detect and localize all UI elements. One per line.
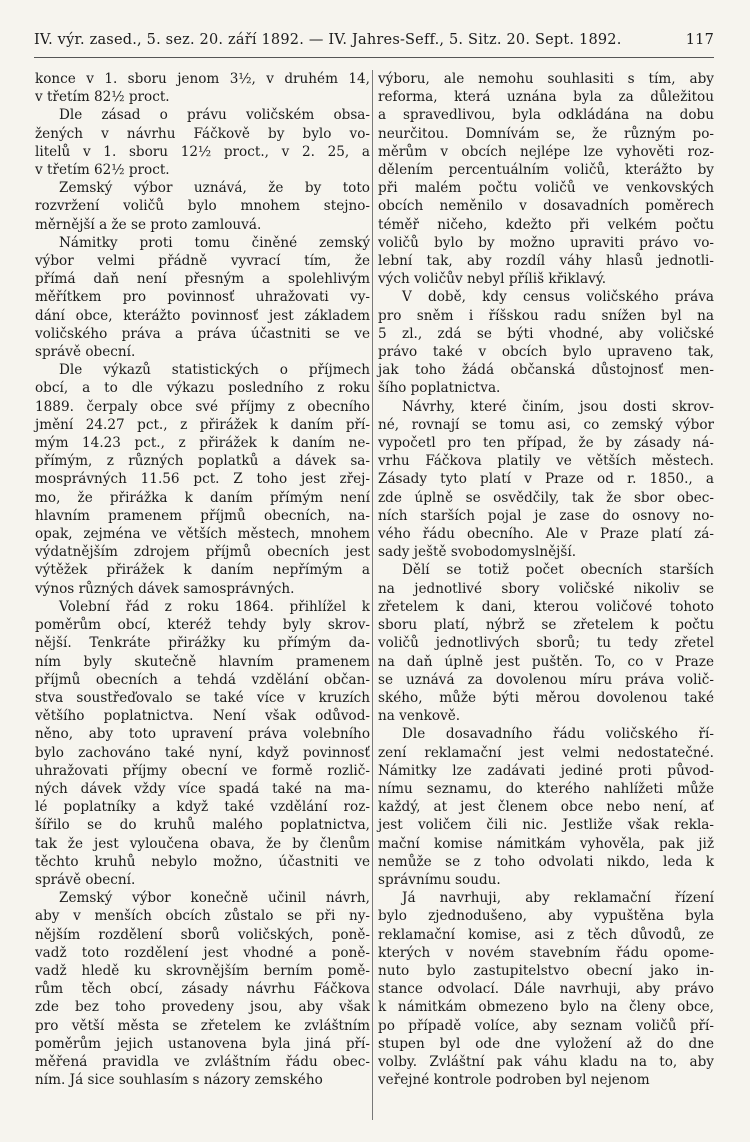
- text-line: šího poplatnictva.: [378, 380, 501, 397]
- paragraph: [378, 889, 714, 1089]
- text-line: tak že jest vyloučena obava, že by členům: [35, 835, 370, 852]
- text-line: správnímu soudu.: [378, 871, 501, 888]
- page-number: 117: [685, 32, 714, 48]
- text-line: zde úplně se osvědčily, tak že sbor obec-: [378, 489, 714, 506]
- text-line: Já navrhuji, aby reklamační řízení: [402, 890, 714, 907]
- text-line: na venkově.: [378, 708, 461, 725]
- text-line: po případě volíce, aby seznam voličů pří-: [378, 1017, 714, 1034]
- text-line: něno, aby toto upravení práva volebního: [35, 726, 370, 743]
- text-line: poměrům obcí, kteréž tehdy byly skrov-: [35, 617, 370, 634]
- text-line: v třetím 62½ proct.: [35, 162, 170, 179]
- text-line: v třetím 82½ proct.: [35, 89, 170, 106]
- paragraph: [35, 70, 370, 106]
- text-line: Zemský výbor konečně učinil návrh,: [59, 890, 370, 907]
- text-line: měrům v obcích nejlépe lze vyhověti roz-: [378, 143, 714, 160]
- text-line: měřítkem pro povinnosť uhražovati vy-: [35, 289, 370, 306]
- text-line: ných dávek vždy více spadá také na ma-: [35, 780, 370, 797]
- text-line: vadž hledě ku skrovnějším berním pomě-: [35, 962, 370, 979]
- text-line: zení reklamační jest velmi nedostatečné.: [378, 744, 714, 761]
- text-line: pro sněm i říšskou radu snížen byl na: [378, 307, 714, 324]
- text-line: vých voličův nebyl příliš křiklavý.: [378, 271, 607, 288]
- text-line: na daň úplně jest puštěn. To, co v Praze: [378, 653, 714, 670]
- paragraph: [378, 70, 714, 288]
- text-line: každý, at jest členem obce nebo není, ať: [378, 799, 714, 816]
- text-line: voličů bylo by možno upraviti právo vo-: [378, 234, 714, 251]
- text-line: volby. Zvláštní pak váhu kladu na to, aby: [378, 1053, 714, 1070]
- text-line: stva soustřeďovalo se také více v kruzích: [35, 689, 370, 706]
- paragraph: [35, 598, 370, 889]
- text-line: V době, kdy census voličského práva: [402, 289, 714, 306]
- text-line: rozvržení voličů bylo mnohem stejno-: [35, 198, 370, 215]
- text-line: 5 zl., zdá se býti vhodné, aby voličské: [378, 325, 714, 342]
- text-line: měrnější a že se proto zamlouvá.: [35, 216, 262, 233]
- left-column: [35, 70, 370, 1089]
- text-line: přímá daň není přesným a spolehlivým: [35, 271, 370, 288]
- text-line: Dle dosavadního řádu voličského ří-: [402, 726, 714, 743]
- text-line: pro větší města se zřetelem ke zvláštním: [35, 1017, 370, 1034]
- text-line: voličského práva a práva účastniti se ve: [35, 325, 370, 342]
- text-line: sboru platí, nýbrž se zřetelem k počtu: [378, 617, 714, 634]
- text-line: těchto kruhů nebylo možno, účastniti ve: [35, 853, 370, 870]
- text-line: Námitky proti tomu činěné zemský: [59, 234, 370, 251]
- text-line: Návrhy, které činím, jsou dosti skrov-: [402, 398, 714, 415]
- text-line: vypočetl pro ten případ, že by zásady ná-: [378, 435, 714, 452]
- text-line: mační komise námitkám vyhověla, pak již: [378, 835, 714, 852]
- text-line: obcích neměnilo v dosavadních poměrech: [378, 198, 714, 215]
- text-line: jest voličem čili nic. Jestliže však rekla-: [378, 817, 714, 834]
- text-line: vrhu Fáčkova platily ve větších městech.: [378, 453, 714, 470]
- text-line: příjmů obecních a tehdá vzdělání občan-: [35, 671, 370, 688]
- text-line: hlavním pramenem příjmů obecních, na-: [35, 507, 370, 524]
- text-line: na jednotlivé sbory voličské nikoliv se: [378, 580, 714, 597]
- text-line: bylo zjednodušeno, aby vypuštěna byla: [378, 908, 714, 925]
- text-line: jak toho žádá občanská důstojnosť men-: [378, 362, 714, 379]
- text-line: mým 14.23 pct., z přirážek k daním ne-: [35, 435, 370, 452]
- text-line: nímu seznamu, do kterého nahlížeti může: [378, 780, 714, 797]
- paragraph: [378, 288, 714, 397]
- text-line: Dle zásad o právu voličském obsa-: [59, 107, 370, 124]
- text-line: Námitky lze zadávati jediné proti původ-: [378, 762, 714, 779]
- text-line: zde bez toho provedeny jsou, aby však: [35, 999, 370, 1016]
- text-line: 1889. čerpaly obce své příjmy z obecního: [35, 398, 370, 415]
- text-line: ského, může býti měrou dovolenou také: [378, 689, 714, 706]
- text-line: žených v návrhu Fáčkově by bylo vo-: [35, 125, 370, 142]
- text-line: stance odvolací. Dále navrhuji, aby právo: [378, 981, 714, 998]
- text-line: bylo zachováno také nyní, když povinnosť: [35, 744, 370, 761]
- text-line: zřetelem k dani, kterou voličové tohoto: [378, 598, 714, 615]
- text-line: obcí, a to dle výkazu posledního z roku: [35, 380, 370, 397]
- paragraph: [35, 234, 370, 361]
- text-line: reklamační komise, asi z těch důvodů, ze: [378, 926, 714, 943]
- text-line: sady ještě svobodomyslnější.: [378, 544, 577, 561]
- text-line: většího poplatnictva. Není však odůvod-: [35, 708, 370, 725]
- text-line: ním byly skutečně hlavním pramenem: [35, 653, 370, 670]
- text-line: výnos různých dávek samosprávných.: [35, 580, 295, 597]
- text-line: šířilo se do kruhů malého poplatnictva,: [35, 817, 370, 834]
- text-line: kterých v novém stavebním řádu opome-: [378, 944, 714, 961]
- text-line: poměrům jejich ustanovena byla jiná pří-: [35, 1035, 370, 1052]
- text-line: při malém počtu voličů ve venkovských: [378, 180, 714, 197]
- text-line: dání obce, kterážto povinnosť jest základem: [35, 307, 370, 324]
- column-divider: [372, 70, 373, 1120]
- text-line: výbor velmi přádně vyvrací tím, že: [35, 253, 370, 270]
- page-header: [34, 32, 714, 48]
- text-line: ním. Já sice souhlasím s názory zemského: [35, 1072, 323, 1089]
- text-line: reforma, která uznána byla za důležitou: [378, 89, 714, 106]
- running-head: IV. výr. zased., 5. sez. 20. září 1892. — IV. Jahres-Seff., 5. Sitz. 20. Sept. 1892.: [34, 32, 622, 48]
- text-line: Dělí se totiž počet obecních starších: [402, 562, 714, 579]
- text-line: neurčitou. Domnívám se, že různým po-: [378, 125, 714, 142]
- right-column: [378, 70, 714, 1089]
- text-line: Zemský výbor uznává, že by toto: [59, 180, 370, 197]
- text-line: právo také v obcích bylo upraveno tak,: [378, 344, 714, 361]
- text-line: jmění 24.27 pct., z přirážek k daním pří-: [35, 416, 370, 433]
- paragraph: [378, 561, 714, 725]
- text-line: a spravedlivou, byla odkládána na dobu: [378, 107, 714, 124]
- text-line: výdatnějším zdrojem příjmů obecních jest: [35, 544, 370, 561]
- text-line: mosprávných 11.56 pct. Z toho jest zřej-: [35, 471, 370, 488]
- paragraph: [35, 361, 370, 598]
- text-line: litelů v 1. sboru 12½ proct., v 2. 25, a: [35, 143, 370, 160]
- text-line: lební tak, aby rozdíl váhy hlasů jednotli-: [378, 253, 714, 270]
- header-rule: [34, 57, 714, 58]
- text-line: nuto bylo zastupitelstvo obecní jako in-: [378, 962, 714, 979]
- text-line: nějším rozdělení sborů voličských, poně-: [35, 926, 370, 943]
- text-line: nemůže se z toho odvolati nikdo, leda k: [378, 853, 714, 870]
- text-line: mo, že přirážka k daním přímým není: [35, 489, 370, 506]
- text-line: lé poplatníky a když také vzdělání roz-: [35, 799, 370, 816]
- text-line: konce v 1. sboru jenom 3½, v druhém 14,: [35, 71, 370, 87]
- text-line: rům těch obcí, zásady návrhu Fáčkova: [35, 981, 370, 998]
- text-line: se uznává za dovolenou míru práva volič-: [378, 671, 714, 688]
- paragraph: [378, 398, 714, 562]
- paragraph: [35, 106, 370, 179]
- text-line: k námitkám obmezeno bylo na členy obce,: [378, 999, 714, 1016]
- text-line: vadž toto rozdělení jest vhodné a poně-: [35, 944, 370, 961]
- paragraph: [35, 889, 370, 1089]
- text-line: dělením percentuálním voličů, kterážto by: [378, 162, 714, 179]
- text-line: výboru, ale nemohu souhlasiti s tím, aby: [378, 71, 714, 87]
- text-line: stupen byl ode dne vyložení až do dne: [378, 1035, 714, 1052]
- paragraph: [35, 179, 370, 234]
- text-line: správě obecní.: [35, 344, 136, 361]
- text-line: přímým, z různých poplatků a dávek sa-: [35, 453, 370, 470]
- text-line: výtěžek přirážek k daním nepřímým a: [35, 562, 370, 579]
- text-line: veřejné kontrole podroben byl nejenom: [378, 1072, 650, 1089]
- text-line: Volební řád z roku 1864. přihlížel k: [59, 598, 370, 615]
- text-line: nější. Tenkráte přirážky ku přímým da-: [35, 635, 370, 652]
- text-line: voličů jednotlivých sborů; tu tedy zřetel: [378, 635, 714, 652]
- text-line: aby v menších obcích zůstalo se při ny-: [35, 908, 370, 925]
- paragraph: [378, 725, 714, 889]
- text-line: ních starších pojal je zase do osnovy no-: [378, 507, 714, 524]
- text-line: měřená pravidla ve zvláštním řádu obec-: [35, 1053, 370, 1070]
- text-line: Dle výkazů statistických o příjmech: [59, 362, 370, 379]
- text-line: uhražovati příjmy obecní ve formě rozlič-: [35, 762, 370, 779]
- text-line: vého řádu obecního. Ale v Praze platí zá-: [378, 526, 714, 543]
- text-line: né, rovnají se tomu asi, co zemský výbor: [378, 416, 714, 433]
- text-line: Zásady tyto platí v Praze od r. 1850., a: [378, 471, 714, 488]
- text-line: opak, zejména ve větších městech, mnohem: [35, 526, 370, 543]
- text-line: téměř ničeho, kdežto při velkém počtu: [378, 216, 714, 233]
- text-line: správě obecní.: [35, 871, 136, 888]
